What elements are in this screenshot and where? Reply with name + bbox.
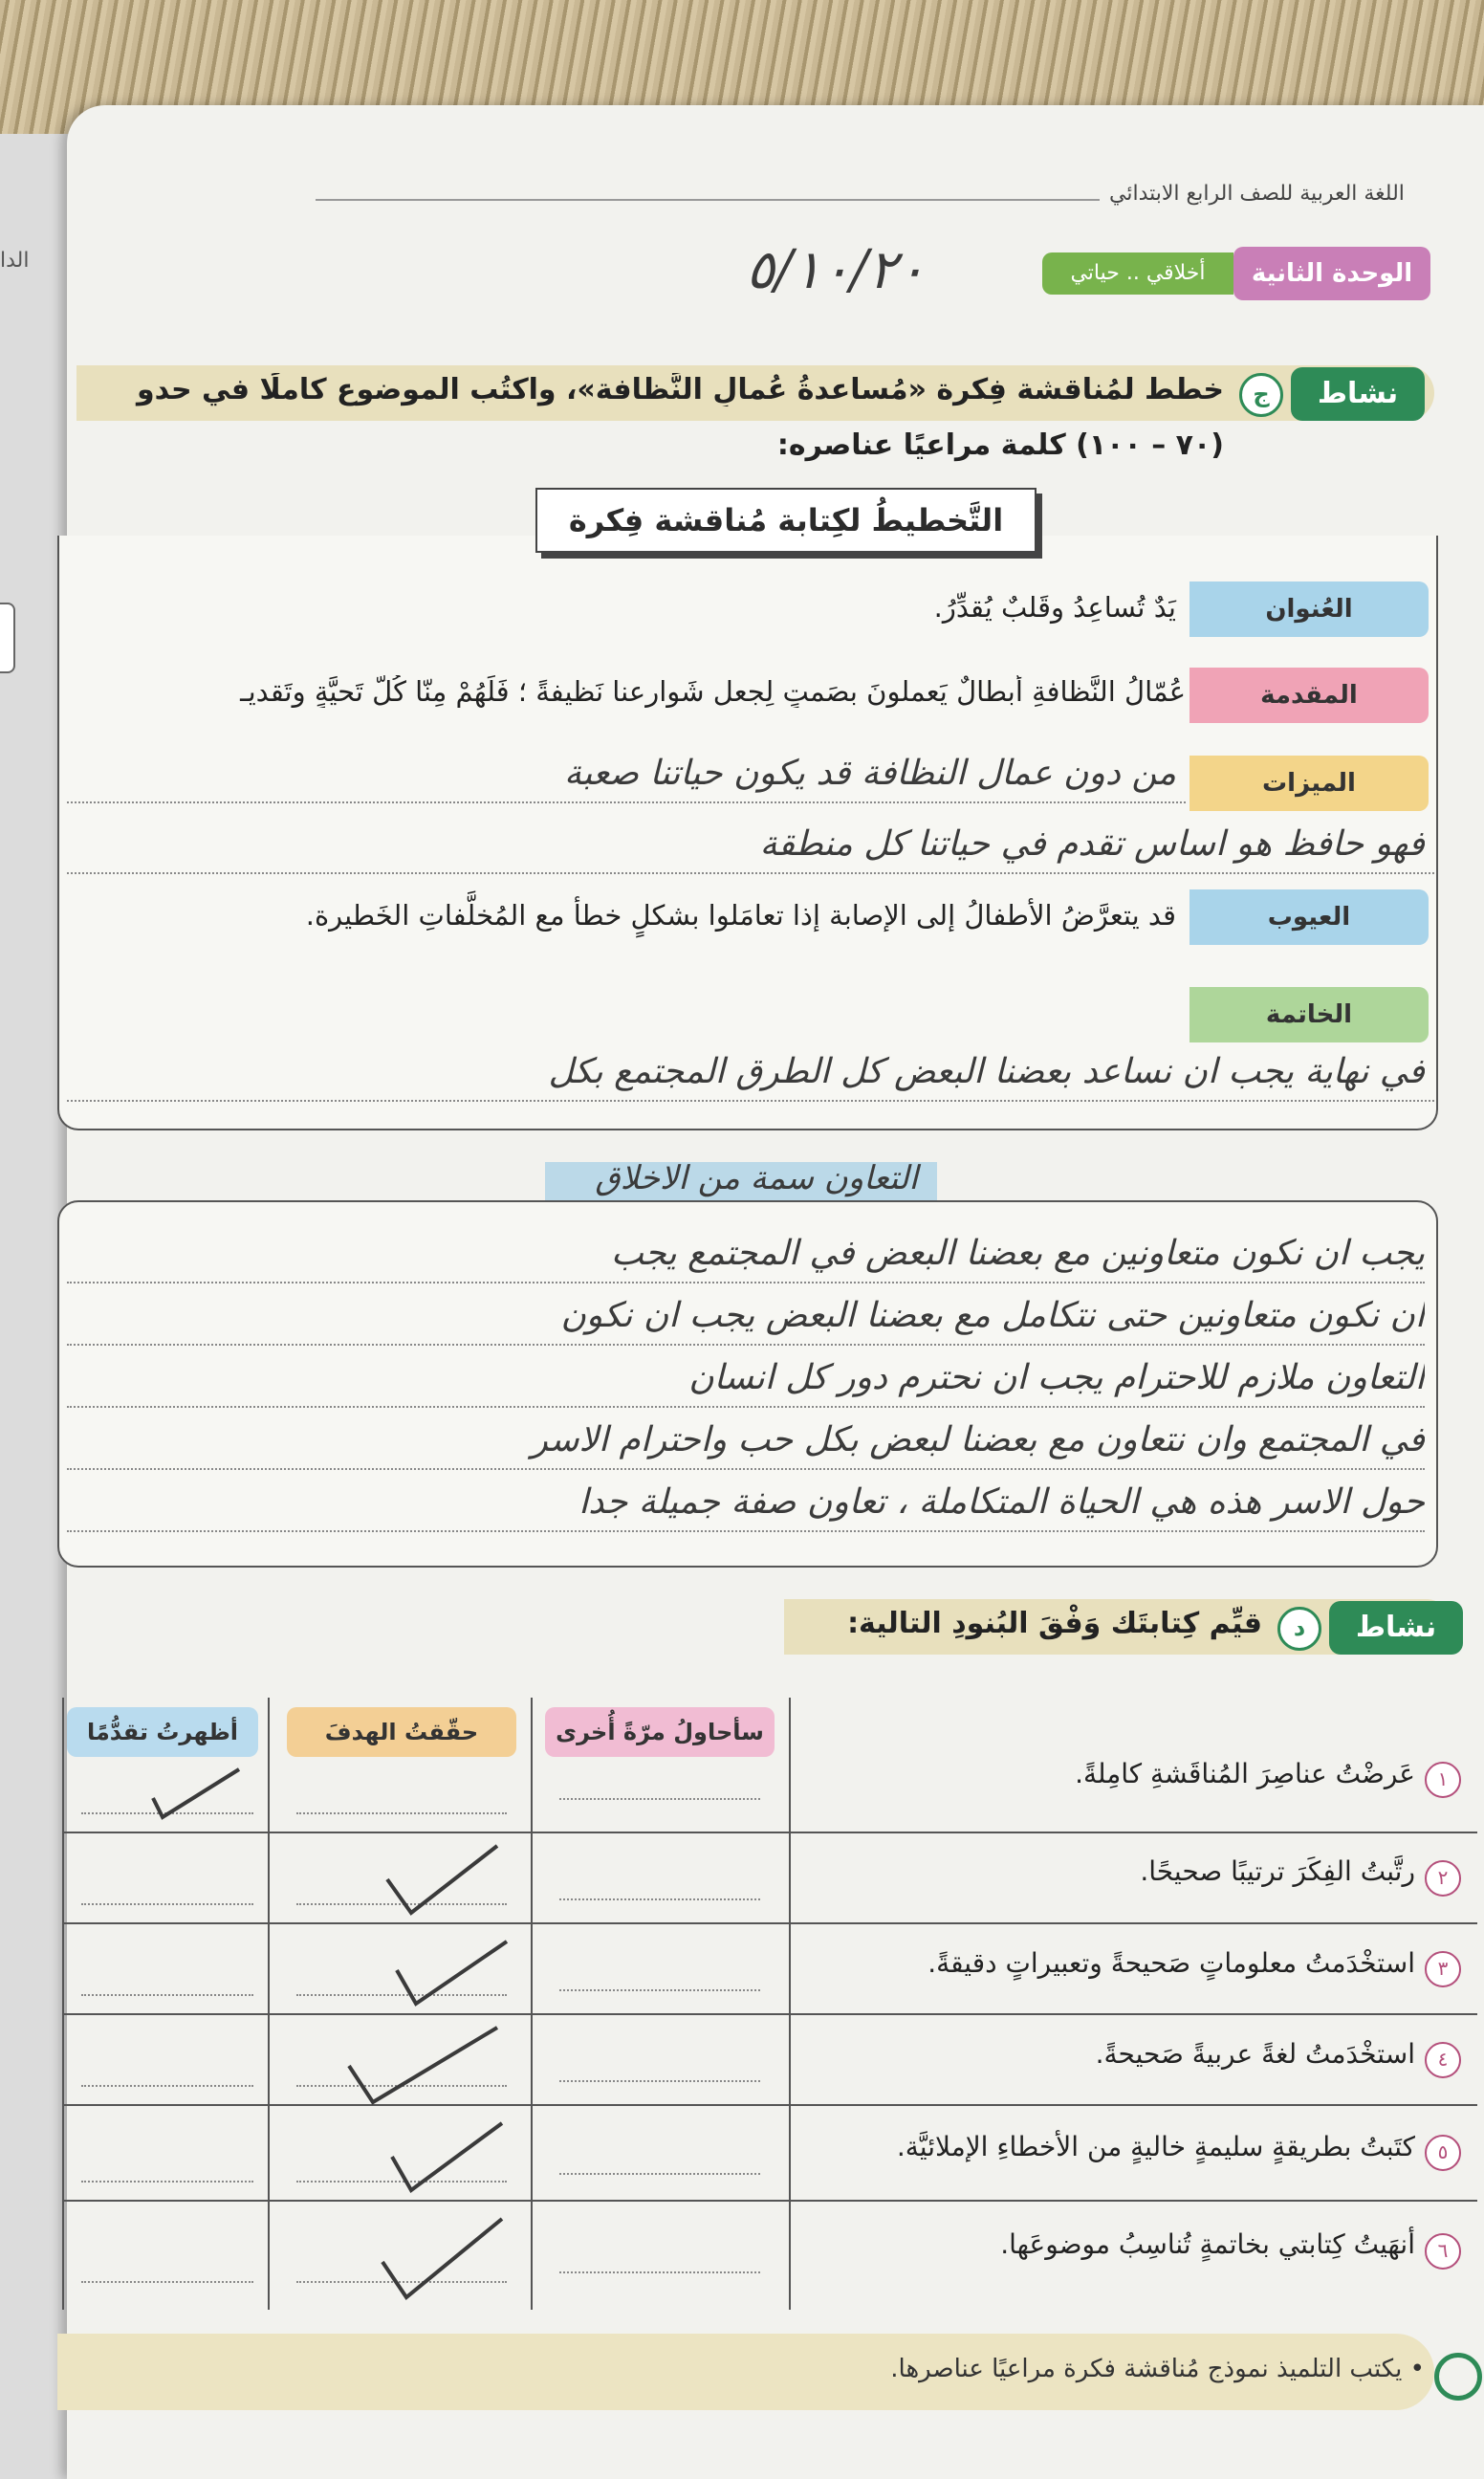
item-text-2: رتَّبتُ الفِكَرَ ترتيبًا صحيحًا. bbox=[1140, 1855, 1415, 1887]
book-title: اللغة العربية للصف الرابع الابتدائي bbox=[1109, 182, 1405, 206]
item-number-1: ١ bbox=[1425, 1762, 1461, 1798]
table-hline-1 bbox=[62, 1832, 1477, 1833]
row6-cell-try bbox=[559, 2271, 760, 2273]
item-number-2: ٢ bbox=[1425, 1860, 1461, 1897]
column-try-again: سأحاولُ مرّةً أُخرى bbox=[545, 1707, 775, 1757]
label-drawbacks: العيوب bbox=[1189, 889, 1429, 945]
conclusion-dotline bbox=[67, 1100, 1434, 1102]
features-dotline-1 bbox=[67, 801, 1186, 803]
essay-dotline-5 bbox=[67, 1530, 1425, 1532]
check-row-6 bbox=[368, 2209, 512, 2305]
activity-c-instruction-1: خطط لمُناقشة فِكرة «مُساعدةُ عُمالِ النَّظافة»، واكتُب الموضوع كاملًا في حدو bbox=[137, 373, 1224, 406]
handwritten-date: ٥/١٠/٢٠ bbox=[746, 239, 927, 301]
row-intro-text: عُمّالُ النَّظافةِ أبطالٌ يَعملونَ بصَمتٍ لِجعلِ شَوارِعنا نَظيفةً ؛ فَلَهُمْ مِنّا كُلُّ تَحيَّةٍ وتَقديـ bbox=[240, 675, 1186, 708]
label-title: العُنوان bbox=[1189, 581, 1429, 637]
topic-pill: أخلاقي .. حياتي bbox=[1042, 252, 1233, 295]
column-achieved: حقّقتُ الهدفَ bbox=[287, 1707, 516, 1757]
essay-line-3: التعاون ملازم للاحترام يجب ان نحترم دور كل انسان bbox=[688, 1358, 1425, 1397]
header-rule bbox=[316, 199, 1100, 201]
row4-cell-progress bbox=[81, 2085, 253, 2087]
row1-cell-try bbox=[559, 1798, 760, 1800]
column-progress: أظهرتُ تقدُّمًا bbox=[67, 1707, 258, 1757]
essay-dotline-2 bbox=[67, 1344, 1425, 1346]
row2-cell-try bbox=[559, 1898, 760, 1900]
activity-d-letter: د bbox=[1277, 1607, 1321, 1651]
row-title-text: يَدٌ تُساعِدُ وقَلبٌ يُقدِّرُ. bbox=[933, 591, 1176, 624]
conclusion-handwriting: في نهاية يجب ان نساعد بعضنا البعض كل الطرق المجتمع بكل bbox=[548, 1052, 1425, 1091]
essay-title: التعاون سمة من الاخلاق bbox=[595, 1159, 918, 1197]
check-row-4 bbox=[335, 2018, 507, 2109]
left-page-fragment: الدا bbox=[0, 249, 30, 273]
essay-line-2: ان نكون متعاونين حتى نتكامل مع بعضنا البعض يجب ان نكون bbox=[560, 1296, 1425, 1335]
label-features: الميزات bbox=[1189, 756, 1429, 811]
item-number-6: ٦ bbox=[1425, 2233, 1461, 2270]
row-drawbacks-text: قد يتعرَّضُ الأطفالُ إلى الإصابة إذا تعامَلوا بشكلٍ خطأ مع المُخلَّفاتِ الخَطيرة. bbox=[305, 899, 1176, 932]
essay-dotline-1 bbox=[67, 1282, 1425, 1283]
table-vline-1 bbox=[62, 1698, 64, 2310]
item-text-6: أنهَيتُ كِتابتي بخاتمةٍ تُناسِبُ موضوعَها. bbox=[1000, 2228, 1415, 2260]
item-number-3: ٣ bbox=[1425, 1951, 1461, 1987]
check-row-2 bbox=[373, 1836, 507, 1922]
footer-note: • يكتب التلميذ نموذج مُناقشة فكرة مراعيًا عناصرها. bbox=[890, 2355, 1425, 2383]
activity-c-letter: ج bbox=[1239, 373, 1283, 417]
check-row-3 bbox=[382, 1927, 516, 2013]
essay-line-5: حول الاسر هذه هي الحياة المتكاملة ، تعاون صفة جميلة جدا bbox=[578, 1482, 1425, 1522]
table-hline-3 bbox=[62, 2013, 1477, 2015]
item-text-5: كتَبتُ بطريقةٍ سليمةٍ خاليةٍ من الأخطاءِ الإملائيَّة. bbox=[896, 2131, 1415, 2162]
table-vline-2 bbox=[268, 1698, 270, 2310]
planning-title: التَّخطيطُ لكِتابة مُناقشة فِكرة bbox=[535, 488, 1037, 553]
row5-cell-try bbox=[559, 2173, 760, 2175]
row2-cell-progress bbox=[81, 1903, 253, 1905]
activity-c-instruction-2: (٧٠ – ١٠٠) كلمة مراعيًا عناصره: bbox=[776, 428, 1224, 462]
item-text-4: استخْدَمتُ لغةً عربيةً صَحيحةً. bbox=[1095, 2038, 1415, 2070]
activity-d-badge: نشاط bbox=[1329, 1601, 1463, 1655]
label-conclusion: الخاتمة bbox=[1189, 987, 1429, 1042]
unit-pill: الوحدة الثانية bbox=[1233, 247, 1430, 300]
table-hline-4 bbox=[62, 2104, 1477, 2106]
item-number-4: ٤ bbox=[1425, 2042, 1461, 2078]
item-text-1: عَرضْتُ عناصِرَ المُناقَشةِ كامِلةً. bbox=[1075, 1758, 1415, 1789]
table-hline-2 bbox=[62, 1922, 1477, 1924]
item-text-3: استخْدَمتُ معلوماتٍ صَحيحةً وتعبيراتٍ دقيقةً. bbox=[928, 1947, 1415, 1979]
essay-line-4: في المجتمع وان نتعاون مع بعضنا لبعض بكل حب واحترام الاسر bbox=[531, 1420, 1425, 1459]
row1-cell-achieved bbox=[296, 1812, 507, 1814]
activity-d-instruction: قيِّم كِتابتَك وَفْقَ البُنودِ التالية: bbox=[847, 1607, 1262, 1640]
row4-cell-try bbox=[559, 2080, 760, 2082]
page-tab-marker bbox=[0, 603, 15, 673]
row5-cell-progress bbox=[81, 2181, 253, 2183]
row3-cell-progress bbox=[81, 1994, 253, 1996]
row3-cell-try bbox=[559, 1989, 760, 1991]
table-vline-4 bbox=[789, 1698, 791, 2310]
essay-dotline-3 bbox=[67, 1406, 1425, 1408]
check-row-5 bbox=[378, 2109, 512, 2200]
check-row-1 bbox=[134, 1760, 249, 1827]
essay-line-1: يجب ان نكون متعاونين مع بعضنا البعض في المجتمع يجب bbox=[611, 1234, 1425, 1273]
features-handwriting-2: فهو حافظ هو اساس تقدم في حياتنا كل منطقة bbox=[759, 824, 1425, 864]
item-number-5: ٥ bbox=[1425, 2135, 1461, 2171]
essay-dotline-4 bbox=[67, 1468, 1425, 1470]
table-vline-3 bbox=[531, 1698, 533, 2310]
features-handwriting-1: من دون عمال النظافة قد يكون حياتنا صعبة bbox=[564, 754, 1176, 793]
features-dotline-2 bbox=[67, 872, 1434, 874]
spiral-icon bbox=[1434, 2353, 1482, 2401]
table-hline-5 bbox=[62, 2200, 1477, 2202]
row6-cell-progress bbox=[81, 2281, 253, 2283]
label-intro: المقدمة bbox=[1189, 668, 1429, 723]
activity-c-badge: نشاط bbox=[1291, 367, 1425, 421]
